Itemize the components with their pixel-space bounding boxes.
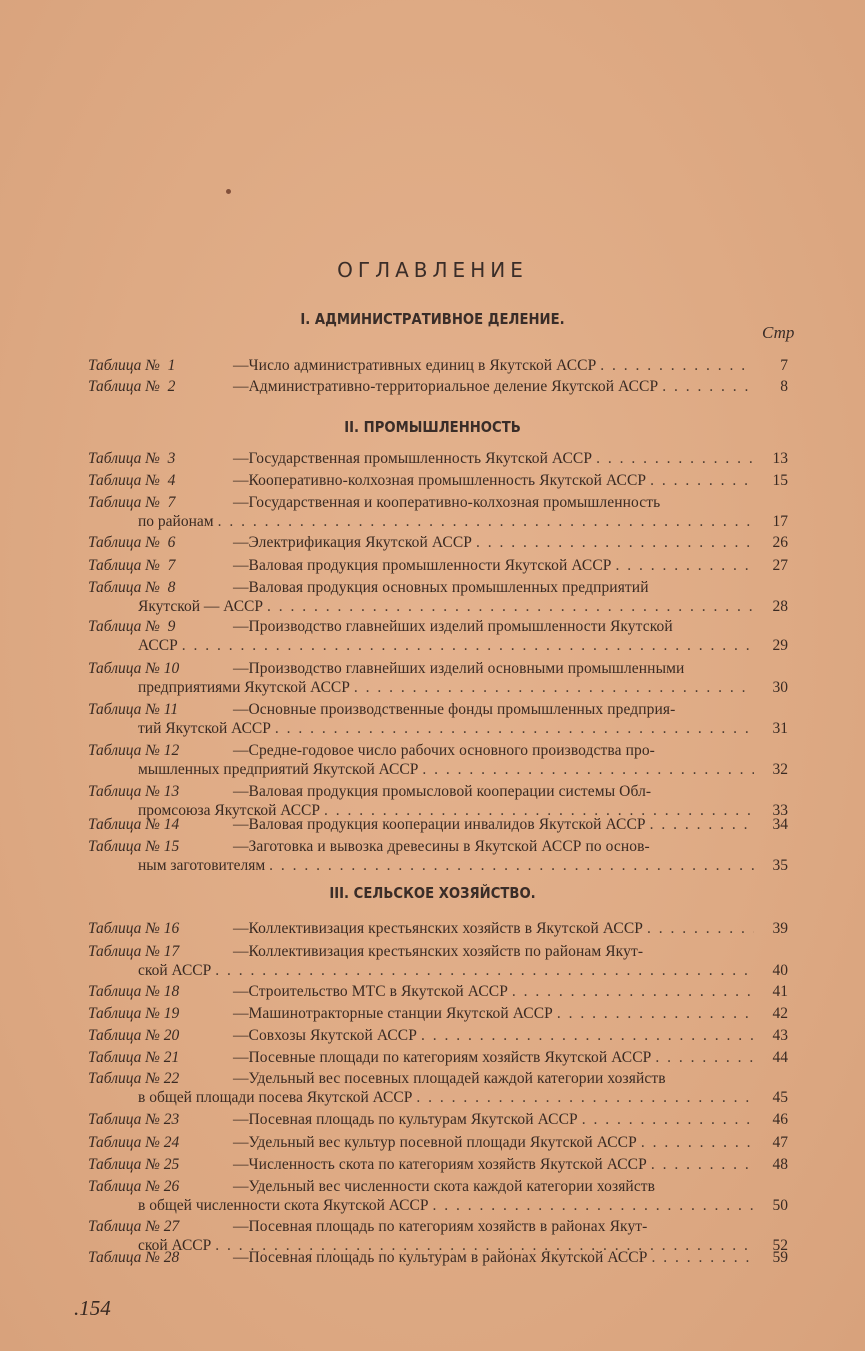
leader-dots <box>582 1110 754 1129</box>
dash: — <box>233 1134 249 1151</box>
page-ref: 52 <box>772 1237 788 1254</box>
dash: — <box>233 557 249 574</box>
entry-title-continued: предприятиями Якутской АССР <box>138 679 350 696</box>
entry-title: Коллективизация крестьянских хозяйств по районам Якут- <box>248 943 644 960</box>
toc-entry[interactable] <box>88 533 788 552</box>
page-ref: 41 <box>772 983 788 1000</box>
dash: — <box>233 1111 249 1128</box>
entry-title: Удельный вес посевных площадей каждой категории хозяйств <box>248 1070 666 1087</box>
table-label: Таблица № 12 <box>88 742 180 759</box>
dash: — <box>233 742 249 759</box>
leader-dots <box>600 356 754 375</box>
leader-dots <box>655 1048 754 1067</box>
leader-dots <box>218 512 754 531</box>
dash: — <box>233 357 249 374</box>
page-ref: 42 <box>772 1005 788 1022</box>
page-ref: 47 <box>772 1134 788 1151</box>
leader-dots <box>650 471 754 490</box>
leader-dots <box>596 449 754 468</box>
dash: — <box>233 983 249 1000</box>
page-column-label: Стр <box>762 323 795 342</box>
page-ref: 17 <box>772 513 788 530</box>
toc-entry[interactable] <box>88 556 788 575</box>
toc-entry[interactable] <box>88 1155 788 1174</box>
dash: — <box>233 1070 249 1087</box>
entry-title: Валовая продукция кооперации инвалидов Якутской АССР <box>248 816 646 833</box>
page-ref: 59 <box>772 1249 788 1266</box>
entry-title: Административно-территориальное деление Якутской АССР <box>248 378 659 395</box>
leader-dots <box>662 377 754 396</box>
entry-title-continued: АССР <box>138 637 178 654</box>
page-ref: 27 <box>772 557 788 574</box>
table-label: Таблица № 7 <box>88 557 176 574</box>
toc-entry[interactable] <box>88 700 788 738</box>
toc-entry[interactable] <box>88 377 788 396</box>
section-heading: II. ПРОМЫШЛЕННОСТЬ <box>344 418 521 436</box>
table-label: Таблица № 9 <box>88 618 176 635</box>
entry-title-continued: промсоюза Якутской АССР <box>138 802 321 819</box>
page-ref: 26 <box>772 534 788 551</box>
toc-entry[interactable] <box>88 837 788 875</box>
leader-dots <box>182 636 754 655</box>
table-label: Таблица № 13 <box>88 783 180 800</box>
dash: — <box>233 838 249 855</box>
page-ref: 13 <box>772 450 788 467</box>
leader-dots <box>267 597 754 616</box>
page-ref: 8 <box>780 378 788 395</box>
table-label: Таблица № 20 <box>88 1027 180 1044</box>
entry-title: Производство главнейших изделий промышленности Якутской <box>248 618 673 635</box>
page-ref: 31 <box>772 720 788 737</box>
toc-entry[interactable] <box>88 493 788 531</box>
entry-title: Основные производственные фонды промышленных предприя- <box>248 701 676 718</box>
toc-entry[interactable] <box>88 942 788 980</box>
entry-title-continued: мышленных предприятий Якутской АССР <box>138 761 419 778</box>
page-ref: 7 <box>780 357 788 374</box>
entry-title: Средне-годовое число рабочих основного производства про- <box>248 742 655 759</box>
entry-title: Посевная площадь по культурам Якутской АССР <box>248 1111 578 1128</box>
dash: — <box>233 783 249 800</box>
toc-entry[interactable] <box>88 1004 788 1023</box>
toc-entry[interactable] <box>88 1110 788 1129</box>
dash: — <box>233 534 249 551</box>
table-label: Таблица № 22 <box>88 1070 180 1087</box>
table-label: Таблица № 8 <box>88 579 176 596</box>
page-title: ОГЛАВЛЕНИЕ <box>337 258 528 282</box>
page-ref: 39 <box>772 920 788 937</box>
ink-spot <box>226 189 231 194</box>
dash: — <box>233 1156 249 1173</box>
toc-entry[interactable] <box>88 741 788 779</box>
entry-title: Удельный вес культур посевной площади Якутской АССР <box>248 1134 637 1151</box>
entry-title: Посевные площади по категориям хозяйств Якутской АССР <box>248 1049 652 1066</box>
toc-entry[interactable] <box>88 659 788 697</box>
leader-dots <box>416 1088 754 1107</box>
page-ref: 43 <box>772 1027 788 1044</box>
table-label: Таблица № 18 <box>88 983 180 1000</box>
leader-dots <box>432 1196 754 1215</box>
leader-dots <box>647 919 754 938</box>
entry-title-continued: ным заготовителям <box>138 857 266 874</box>
leader-dots <box>269 856 754 875</box>
entry-title-continued: ской АССР <box>138 962 212 979</box>
section-heading: III. СЕЛЬСКОЕ ХОЗЯЙСТВО. <box>329 884 536 902</box>
page-ref: 28 <box>772 598 788 615</box>
table-label: Таблица № 21 <box>88 1049 180 1066</box>
leader-dots <box>421 1026 754 1045</box>
toc-entry[interactable] <box>88 1177 788 1215</box>
toc-entry[interactable] <box>88 815 788 834</box>
entry-title-continued: в общей численности скота Якутской АССР <box>138 1197 429 1214</box>
table-label: Таблица № 1 <box>88 357 176 374</box>
dash: — <box>233 920 249 937</box>
table-label: Таблица № 16 <box>88 920 180 937</box>
entry-title-continued: по районам <box>138 513 214 530</box>
leader-dots <box>215 961 754 980</box>
page-ref: 45 <box>772 1089 788 1106</box>
table-label: Таблица № 4 <box>88 472 176 489</box>
table-label: Таблица № 14 <box>88 816 180 833</box>
table-label: Таблица № 27 <box>88 1218 180 1235</box>
entry-title: Строительство МТС в Якутской АССР <box>248 983 508 1000</box>
table-label: Таблица № 26 <box>88 1178 180 1195</box>
dash: — <box>233 472 249 489</box>
page-ref: 15 <box>772 472 788 489</box>
toc-entry[interactable] <box>88 982 788 1001</box>
toc-entry[interactable] <box>88 1026 788 1045</box>
page-ref: 29 <box>772 637 788 654</box>
entry-title: Совхозы Якутской АССР <box>248 1027 417 1044</box>
entry-title: Производство главнейших изделий основными промышленными <box>248 660 685 677</box>
leader-dots <box>557 1004 754 1023</box>
dash: — <box>233 1178 249 1195</box>
page-ref: 32 <box>772 761 788 778</box>
page-ref: 30 <box>772 679 788 696</box>
dash: — <box>233 816 249 833</box>
dash: — <box>233 1005 249 1022</box>
table-label: Таблица № 19 <box>88 1005 180 1022</box>
entry-title: Государственная и кооперативно-колхозная промышленность <box>248 494 661 511</box>
table-label: Таблица № 11 <box>88 701 179 718</box>
dash: — <box>233 1049 249 1066</box>
table-label: Таблица № 3 <box>88 450 176 467</box>
dash: — <box>233 450 249 467</box>
toc-entry[interactable] <box>88 1069 788 1107</box>
dash: — <box>233 660 249 677</box>
leader-dots <box>641 1133 754 1152</box>
leader-dots <box>650 815 754 834</box>
dash: — <box>233 1218 249 1235</box>
table-label: Таблица № 17 <box>88 943 180 960</box>
page-ref: 48 <box>772 1156 788 1173</box>
dash: — <box>233 943 249 960</box>
entry-title: Машинотракторные станции Якутской АССР <box>248 1005 553 1022</box>
entry-title-continued: в общей площади посева Якутской АССР <box>138 1089 413 1106</box>
entry-title: Коллективизация крестьянских хозяйств в Якутской АССР <box>248 920 644 937</box>
toc-entry[interactable] <box>88 1048 788 1067</box>
toc-entry[interactable] <box>88 578 788 616</box>
page-ref: 44 <box>772 1049 788 1066</box>
toc-entry[interactable] <box>88 1133 788 1152</box>
entry-title: Электрификация Якутской АССР <box>248 534 473 551</box>
table-label: Таблица № 10 <box>88 660 180 677</box>
section-heading: I. АДМИНИСТРАТИВНОЕ ДЕЛЕНИЕ. <box>300 310 565 328</box>
entry-title-continued: Якутской — АССР <box>138 598 263 615</box>
dash: — <box>233 378 249 395</box>
entry-title: Удельный вес численности скота каждой категории хозяйств <box>248 1178 656 1195</box>
table-label: Таблица № 15 <box>88 838 180 855</box>
table-label: Таблица № 24 <box>88 1134 180 1151</box>
leader-dots <box>651 1248 754 1267</box>
leader-dots <box>354 678 754 697</box>
dash: — <box>233 618 249 635</box>
dash: — <box>233 1027 249 1044</box>
page-ref: 50 <box>772 1197 788 1214</box>
entry-title: Численность скота по категориям хозяйств Якутской АССР <box>248 1156 647 1173</box>
entry-title: Государственная промышленность Якутской АССР <box>248 450 593 467</box>
leader-dots <box>422 760 754 779</box>
dash: — <box>233 579 249 596</box>
leader-dots <box>476 533 754 552</box>
toc-entry[interactable] <box>88 356 788 375</box>
entry-title-continued: ской АССР <box>138 1237 212 1254</box>
entry-title: Валовая продукция промышленности Якутской АССР <box>248 557 612 574</box>
toc-entry[interactable] <box>88 617 788 655</box>
page-ref: 34 <box>772 816 788 833</box>
dash: — <box>233 494 249 511</box>
toc-entry[interactable] <box>88 919 788 938</box>
toc-entry[interactable] <box>88 1248 788 1267</box>
entry-title: Посевная площадь по культурам в районах Якутской АССР <box>248 1249 648 1266</box>
page-ref: 33 <box>772 802 788 819</box>
entry-title: Валовая продукция промысловой кооперации системы Обл- <box>248 783 652 800</box>
dash: — <box>233 701 249 718</box>
page-ref: 40 <box>772 962 788 979</box>
entry-title-continued: тий Якутской АССР <box>138 720 271 737</box>
dash: — <box>233 1249 249 1266</box>
table-label: Таблица № 25 <box>88 1156 180 1173</box>
entry-title: Кооперативно-колхозная промышленность Якутской АССР <box>248 472 647 489</box>
table-label: Таблица № 7 <box>88 494 176 511</box>
entry-title: Заготовка и вывозка древесины в Якутской АССР по основ- <box>248 838 650 855</box>
leader-dots <box>275 719 754 738</box>
toc-entry[interactable] <box>88 449 788 468</box>
table-label: Таблица № 23 <box>88 1111 180 1128</box>
page-ref: 35 <box>772 857 788 874</box>
entry-title: Валовая продукция основных промышленных предприятий <box>248 579 649 596</box>
page-ref: 46 <box>772 1111 788 1128</box>
leader-dots <box>512 982 754 1001</box>
leader-dots <box>616 556 755 575</box>
toc-entry[interactable] <box>88 471 788 490</box>
table-label: Таблица № 2 <box>88 378 176 395</box>
table-label: Таблица № 28 <box>88 1249 180 1266</box>
page-number: .154 <box>74 1296 111 1320</box>
entry-title: Посевная площадь по категориям хозяйств в районах Якут- <box>248 1218 648 1235</box>
table-label: Таблица № 6 <box>88 534 176 551</box>
entry-title: Число административных единиц в Якутской АССР <box>248 357 597 374</box>
leader-dots <box>651 1155 754 1174</box>
